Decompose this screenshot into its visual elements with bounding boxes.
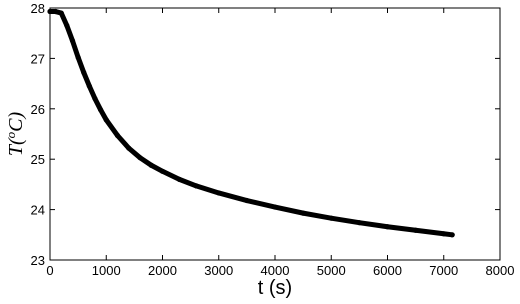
data-point [441,231,446,236]
data-point [115,133,120,138]
y-tick-label: 25 [30,152,45,168]
x-tick-label: 7000 [429,263,459,278]
data-point [92,96,97,101]
y-tick-label: 23 [30,253,45,268]
data-point [104,117,109,122]
y-tick-label: 24 [30,202,45,218]
data-point [47,9,52,14]
data-point [329,216,334,221]
data-point [59,10,64,15]
x-tick-label: 3000 [204,263,234,278]
data-point [76,55,81,60]
data-point [216,190,221,195]
data-point [87,84,92,89]
data-point [385,224,390,229]
data-point [126,146,131,151]
y-axis-label [3,112,27,157]
data-point [357,220,362,225]
data-point [53,9,58,14]
x-tick-label: 2000 [148,263,177,278]
x-axis-label: t (s) [257,277,293,299]
x-tick-label: 0 [46,263,54,278]
x-tick-label: 6000 [373,263,402,278]
data-point [244,198,249,203]
data-point [272,204,277,209]
data-point [64,23,69,28]
x-tick-label: 1000 [91,263,121,278]
y-tick-label: 27 [30,51,45,67]
data-point [450,232,455,237]
data-point [160,169,165,174]
data-point [98,107,103,112]
data-point [70,38,75,43]
y-tick-label: 26 [30,101,45,117]
y-axis-label-main: T( [5,138,27,157]
y-tick-label: 28 [30,1,45,16]
data-point [149,163,154,168]
x-tick-label: 4000 [260,263,290,278]
data-point [81,70,86,75]
y-axis-label-unit: C) [5,111,27,132]
x-tick-label: 8000 [485,263,515,278]
data-point [301,211,306,216]
data-point [413,228,418,233]
data-point [194,183,199,188]
x-tick-label: 5000 [316,263,346,278]
data-point [137,155,142,160]
y-axis-label-sup: o [3,131,18,139]
data-point [177,177,182,182]
